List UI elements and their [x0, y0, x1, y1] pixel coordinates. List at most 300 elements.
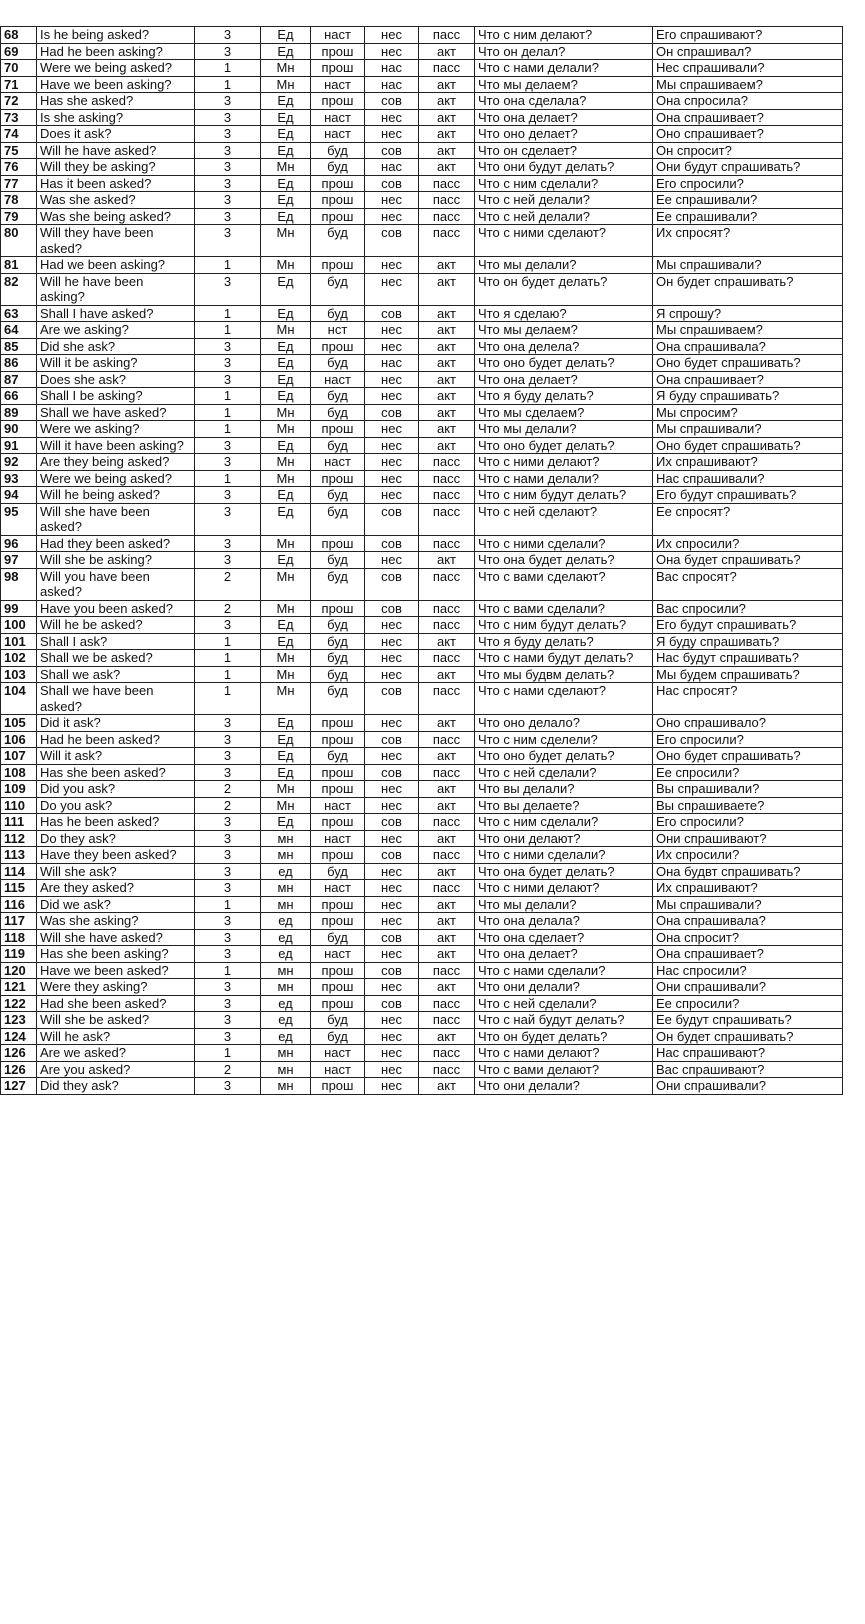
aspect-cell: сов — [365, 683, 419, 715]
table-row — [1, 273, 843, 305]
english-question-cell: Has she been asked? — [37, 764, 195, 781]
tense-cell: прош — [311, 60, 365, 77]
russian-question-cell: Что с нами сделали? — [475, 962, 653, 979]
russian-question-cell: Что оно будет делать? — [475, 355, 653, 372]
russian-question-cell: Что она сделает? — [475, 929, 653, 946]
english-question-cell: Was she asked? — [37, 192, 195, 209]
number-cell: ед — [261, 1028, 311, 1045]
row-number-cell: 80 — [1, 225, 37, 257]
row-number-cell: 77 — [1, 175, 37, 192]
row-number-cell: 64 — [1, 322, 37, 339]
russian-answer-cell: Их спросили? — [653, 535, 843, 552]
tense-cell: прош — [311, 208, 365, 225]
aspect-cell: нес — [365, 126, 419, 143]
aspect-cell: сов — [365, 568, 419, 600]
tense-cell: наст — [311, 1061, 365, 1078]
number-cell: Ед — [261, 503, 311, 535]
aspect-cell: нес — [365, 617, 419, 634]
person-cell: 1 — [195, 388, 261, 405]
aspect-cell: сов — [365, 731, 419, 748]
tense-cell: буд — [311, 683, 365, 715]
row-number-cell: 121 — [1, 979, 37, 996]
aspect-cell: сов — [365, 93, 419, 110]
english-question-cell: Will he be asked? — [37, 617, 195, 634]
russian-question-cell: Что вы делаете? — [475, 797, 653, 814]
aspect-cell: нес — [365, 880, 419, 897]
russian-question-cell: Что с вами делают? — [475, 1061, 653, 1078]
english-question-cell: Shall we be asked? — [37, 650, 195, 667]
english-question-cell: Is he being asked? — [37, 27, 195, 44]
aspect-cell: нес — [365, 666, 419, 683]
table-row — [1, 568, 843, 600]
person-cell: 3 — [195, 27, 261, 44]
english-question-cell: Has he been asked? — [37, 814, 195, 831]
english-question-cell: Were we being asked? — [37, 60, 195, 77]
russian-question-cell: Что я буду делать? — [475, 633, 653, 650]
row-number-cell: 92 — [1, 454, 37, 471]
english-question-cell: Will he have been asking? — [37, 273, 195, 305]
russian-answer-cell: Их спрашивают? — [653, 880, 843, 897]
russian-question-cell: Что с ним делают? — [475, 27, 653, 44]
table-body — [1, 27, 843, 1095]
table-row — [1, 633, 843, 650]
tense-cell: прош — [311, 764, 365, 781]
english-question-cell: Shall we have been asked? — [37, 683, 195, 715]
russian-question-cell: Что он сделает? — [475, 142, 653, 159]
number-cell: Мн — [261, 225, 311, 257]
russian-answer-cell: Нас спрашивали? — [653, 470, 843, 487]
row-number-cell: 123 — [1, 1012, 37, 1029]
russian-answer-cell: Мы спросим? — [653, 404, 843, 421]
voice-cell: акт — [419, 896, 475, 913]
russian-answer-cell: Они спрашивали? — [653, 1078, 843, 1095]
tense-cell: буд — [311, 273, 365, 305]
voice-cell: пасс — [419, 617, 475, 634]
table-row — [1, 159, 843, 176]
person-cell: 1 — [195, 257, 261, 274]
table-row — [1, 27, 843, 44]
person-cell: 3 — [195, 454, 261, 471]
russian-question-cell: Что они делали? — [475, 979, 653, 996]
table-row — [1, 43, 843, 60]
row-number-cell: 95 — [1, 503, 37, 535]
russian-answer-cell: Его спросили? — [653, 175, 843, 192]
aspect-cell: сов — [365, 142, 419, 159]
tense-cell: прош — [311, 600, 365, 617]
english-question-cell: Have we been asked? — [37, 962, 195, 979]
table-row — [1, 863, 843, 880]
aspect-cell: нес — [365, 454, 419, 471]
row-number-cell: 118 — [1, 929, 37, 946]
voice-cell: акт — [419, 76, 475, 93]
russian-answer-cell: Оно спрашивает? — [653, 126, 843, 143]
number-cell: Ед — [261, 27, 311, 44]
tense-cell: наст — [311, 830, 365, 847]
number-cell: Ед — [261, 633, 311, 650]
table-row — [1, 535, 843, 552]
voice-cell: акт — [419, 913, 475, 930]
voice-cell: пасс — [419, 454, 475, 471]
table-row — [1, 487, 843, 504]
tense-cell: прош — [311, 338, 365, 355]
number-cell: Ед — [261, 437, 311, 454]
russian-question-cell: Что она делает? — [475, 109, 653, 126]
person-cell: 1 — [195, 470, 261, 487]
english-question-cell: Have we been asking? — [37, 76, 195, 93]
voice-cell: акт — [419, 257, 475, 274]
tense-cell: буд — [311, 404, 365, 421]
number-cell: Мн — [261, 159, 311, 176]
tense-cell: прош — [311, 962, 365, 979]
tense-cell: буд — [311, 650, 365, 667]
aspect-cell: сов — [365, 305, 419, 322]
russian-answer-cell: Ее спросили? — [653, 995, 843, 1012]
row-number-cell: 107 — [1, 748, 37, 765]
english-question-cell: Shall we ask? — [37, 666, 195, 683]
person-cell: 1 — [195, 76, 261, 93]
english-question-cell: Has it been asked? — [37, 175, 195, 192]
tense-cell: наст — [311, 1045, 365, 1062]
voice-cell: акт — [419, 355, 475, 372]
table-row — [1, 208, 843, 225]
voice-cell: пасс — [419, 1045, 475, 1062]
row-number-cell: 108 — [1, 764, 37, 781]
table-row — [1, 979, 843, 996]
english-question-cell: Is she asking? — [37, 109, 195, 126]
number-cell: Ед — [261, 617, 311, 634]
russian-question-cell: Что с ними сделали? — [475, 847, 653, 864]
tense-cell: буд — [311, 388, 365, 405]
aspect-cell: нес — [365, 896, 419, 913]
english-question-cell: Had he been asking? — [37, 43, 195, 60]
russian-question-cell: Что она делела? — [475, 338, 653, 355]
row-number-cell: 119 — [1, 946, 37, 963]
russian-question-cell: Что вы делали? — [475, 781, 653, 798]
english-question-cell: Does it ask? — [37, 126, 195, 143]
russian-question-cell: Что они будут делать? — [475, 159, 653, 176]
english-question-cell: Are we asked? — [37, 1045, 195, 1062]
voice-cell: акт — [419, 93, 475, 110]
table-row — [1, 257, 843, 274]
table-row — [1, 404, 843, 421]
aspect-cell: нас — [365, 159, 419, 176]
row-number-cell: 98 — [1, 568, 37, 600]
row-number-cell: 120 — [1, 962, 37, 979]
number-cell: ед — [261, 929, 311, 946]
table-row — [1, 896, 843, 913]
english-question-cell: Will she be asking? — [37, 552, 195, 569]
person-cell: 3 — [195, 93, 261, 110]
table-row — [1, 913, 843, 930]
voice-cell: акт — [419, 1078, 475, 1095]
aspect-cell: сов — [365, 503, 419, 535]
russian-question-cell: Что оно будет делать? — [475, 748, 653, 765]
number-cell: ед — [261, 913, 311, 930]
tense-cell: наст — [311, 27, 365, 44]
row-number-cell: 69 — [1, 43, 37, 60]
english-question-cell: Does she ask? — [37, 371, 195, 388]
number-cell: Мн — [261, 535, 311, 552]
table-row — [1, 322, 843, 339]
number-cell: Мн — [261, 421, 311, 438]
person-cell: 1 — [195, 633, 261, 650]
russian-question-cell: Что с ним будут делать? — [475, 617, 653, 634]
row-number-cell: 75 — [1, 142, 37, 159]
voice-cell: пасс — [419, 650, 475, 667]
voice-cell: пасс — [419, 814, 475, 831]
russian-question-cell: Что с нами будут делать? — [475, 650, 653, 667]
russian-answer-cell: Ее спросят? — [653, 503, 843, 535]
voice-cell: акт — [419, 715, 475, 732]
number-cell: Ед — [261, 273, 311, 305]
tense-cell: прош — [311, 257, 365, 274]
aspect-cell: сов — [365, 929, 419, 946]
number-cell: Мн — [261, 454, 311, 471]
aspect-cell: сов — [365, 600, 419, 617]
english-question-cell: Are they asked? — [37, 880, 195, 897]
row-number-cell: 101 — [1, 633, 37, 650]
person-cell: 3 — [195, 192, 261, 209]
aspect-cell: сов — [365, 962, 419, 979]
table-row — [1, 995, 843, 1012]
tense-cell: буд — [311, 437, 365, 454]
russian-question-cell: Что с най будут делать? — [475, 1012, 653, 1029]
tense-cell: прош — [311, 1078, 365, 1095]
table-row — [1, 76, 843, 93]
table-row — [1, 1012, 843, 1029]
english-question-cell: Will you have been asked? — [37, 568, 195, 600]
table-row — [1, 929, 843, 946]
person-cell: 3 — [195, 1078, 261, 1095]
person-cell: 3 — [195, 126, 261, 143]
number-cell: ед — [261, 995, 311, 1012]
person-cell: 1 — [195, 962, 261, 979]
number-cell: Мн — [261, 797, 311, 814]
row-number-cell: 68 — [1, 27, 37, 44]
table-row — [1, 962, 843, 979]
voice-cell: акт — [419, 633, 475, 650]
row-number-cell: 70 — [1, 60, 37, 77]
aspect-cell: нес — [365, 1045, 419, 1062]
voice-cell: пасс — [419, 27, 475, 44]
table-row — [1, 1028, 843, 1045]
english-question-cell: Did you ask? — [37, 781, 195, 798]
number-cell: Мн — [261, 683, 311, 715]
russian-question-cell: Что мы делали? — [475, 421, 653, 438]
voice-cell: акт — [419, 748, 475, 765]
russian-question-cell: Что они делают? — [475, 830, 653, 847]
row-number-cell: 99 — [1, 600, 37, 617]
russian-question-cell: Что он будет делать? — [475, 273, 653, 305]
english-question-cell: Were they asking? — [37, 979, 195, 996]
russian-answer-cell: Его спросили? — [653, 814, 843, 831]
tense-cell: прош — [311, 175, 365, 192]
table-row — [1, 830, 843, 847]
row-number-cell: 79 — [1, 208, 37, 225]
russian-answer-cell: Я буду спрашивать? — [653, 633, 843, 650]
aspect-cell: нес — [365, 830, 419, 847]
table-row — [1, 126, 843, 143]
tense-cell: буд — [311, 568, 365, 600]
row-number-cell: 113 — [1, 847, 37, 864]
tense-cell: прош — [311, 731, 365, 748]
english-question-cell: Will it be asking? — [37, 355, 195, 372]
english-question-cell: Will she be asked? — [37, 1012, 195, 1029]
aspect-cell: нес — [365, 1012, 419, 1029]
table-row — [1, 503, 843, 535]
russian-question-cell: Что с ним сделали? — [475, 814, 653, 831]
tense-cell: наст — [311, 126, 365, 143]
verb-forms-table — [0, 26, 843, 1095]
voice-cell: пасс — [419, 175, 475, 192]
english-question-cell: Did it ask? — [37, 715, 195, 732]
table-row — [1, 225, 843, 257]
tense-cell: буд — [311, 617, 365, 634]
number-cell: Мн — [261, 568, 311, 600]
russian-answer-cell: Оно будет спрашивать? — [653, 748, 843, 765]
person-cell: 2 — [195, 600, 261, 617]
russian-answer-cell: Она спрашивает? — [653, 946, 843, 963]
russian-question-cell: Что мы делаем? — [475, 322, 653, 339]
russian-question-cell: Что с вами сделают? — [475, 568, 653, 600]
row-number-cell: 105 — [1, 715, 37, 732]
person-cell: 2 — [195, 797, 261, 814]
number-cell: ед — [261, 1012, 311, 1029]
voice-cell: акт — [419, 109, 475, 126]
russian-question-cell: Что с вами сделали? — [475, 600, 653, 617]
number-cell: Ед — [261, 814, 311, 831]
aspect-cell: сов — [365, 225, 419, 257]
russian-answer-cell: Их спросят? — [653, 225, 843, 257]
tense-cell: прош — [311, 781, 365, 798]
tense-cell: буд — [311, 487, 365, 504]
english-question-cell: Will he ask? — [37, 1028, 195, 1045]
voice-cell: акт — [419, 338, 475, 355]
voice-cell: акт — [419, 404, 475, 421]
person-cell: 1 — [195, 650, 261, 667]
table-row — [1, 388, 843, 405]
person-cell: 3 — [195, 552, 261, 569]
table-row — [1, 600, 843, 617]
russian-answer-cell: Они спрашивали? — [653, 979, 843, 996]
voice-cell: пасс — [419, 1012, 475, 1029]
number-cell: Ед — [261, 731, 311, 748]
person-cell: 1 — [195, 305, 261, 322]
person-cell: 1 — [195, 421, 261, 438]
row-number-cell: 89 — [1, 404, 37, 421]
person-cell: 3 — [195, 159, 261, 176]
voice-cell: пасс — [419, 503, 475, 535]
aspect-cell: нес — [365, 781, 419, 798]
voice-cell: акт — [419, 142, 475, 159]
russian-answer-cell: Мы спрашивали? — [653, 421, 843, 438]
russian-question-cell: Что она будет делать? — [475, 552, 653, 569]
russian-question-cell: Что с ним будут делать? — [475, 487, 653, 504]
number-cell: Мн — [261, 404, 311, 421]
voice-cell: пасс — [419, 880, 475, 897]
person-cell: 3 — [195, 830, 261, 847]
tense-cell: прош — [311, 979, 365, 996]
english-question-cell: Did we ask? — [37, 896, 195, 913]
tense-cell: прош — [311, 192, 365, 209]
russian-question-cell: Что она делает? — [475, 946, 653, 963]
number-cell: Ед — [261, 93, 311, 110]
russian-answer-cell: Вы спрашивали? — [653, 781, 843, 798]
aspect-cell: нес — [365, 371, 419, 388]
voice-cell: акт — [419, 863, 475, 880]
voice-cell: акт — [419, 1028, 475, 1045]
table-row — [1, 421, 843, 438]
russian-answer-cell: Их спрашивают? — [653, 454, 843, 471]
aspect-cell: нас — [365, 76, 419, 93]
english-question-cell: Was she asking? — [37, 913, 195, 930]
aspect-cell: нес — [365, 338, 419, 355]
russian-question-cell: Что оно делало? — [475, 715, 653, 732]
tense-cell: прош — [311, 470, 365, 487]
person-cell: 2 — [195, 781, 261, 798]
russian-question-cell: Что оно делает? — [475, 126, 653, 143]
russian-question-cell: Что они делали? — [475, 1078, 653, 1095]
aspect-cell: сов — [365, 814, 419, 831]
table-row — [1, 683, 843, 715]
table-row — [1, 814, 843, 831]
voice-cell: акт — [419, 388, 475, 405]
russian-question-cell: Что я буду делать? — [475, 388, 653, 405]
tense-cell: прош — [311, 913, 365, 930]
number-cell: мн — [261, 880, 311, 897]
row-number-cell: 85 — [1, 338, 37, 355]
english-question-cell: Will it ask? — [37, 748, 195, 765]
russian-question-cell: Что с ними делают? — [475, 880, 653, 897]
table-row — [1, 355, 843, 372]
aspect-cell: нес — [365, 273, 419, 305]
russian-answer-cell: Ее спрашивали? — [653, 208, 843, 225]
aspect-cell: нас — [365, 60, 419, 77]
voice-cell: акт — [419, 946, 475, 963]
english-question-cell: Will they have been asked? — [37, 225, 195, 257]
russian-question-cell: Что мы делаем? — [475, 76, 653, 93]
number-cell: мн — [261, 1045, 311, 1062]
russian-answer-cell: Они будут спрашивать? — [653, 159, 843, 176]
voice-cell: акт — [419, 929, 475, 946]
number-cell: Ед — [261, 371, 311, 388]
number-cell: Ед — [261, 305, 311, 322]
russian-answer-cell: Он спрашивал? — [653, 43, 843, 60]
russian-answer-cell: Его спросили? — [653, 731, 843, 748]
table-row — [1, 60, 843, 77]
person-cell: 3 — [195, 847, 261, 864]
person-cell: 3 — [195, 1028, 261, 1045]
aspect-cell: нес — [365, 863, 419, 880]
tense-cell: буд — [311, 225, 365, 257]
person-cell: 3 — [195, 43, 261, 60]
person-cell: 3 — [195, 715, 261, 732]
person-cell: 3 — [195, 503, 261, 535]
english-question-cell: Has she asked? — [37, 93, 195, 110]
row-number-cell: 122 — [1, 995, 37, 1012]
number-cell: Ед — [261, 748, 311, 765]
aspect-cell: нес — [365, 27, 419, 44]
voice-cell: пасс — [419, 1061, 475, 1078]
russian-answer-cell: Нес спрашивали? — [653, 60, 843, 77]
number-cell: мн — [261, 830, 311, 847]
aspect-cell: нес — [365, 1061, 419, 1078]
russian-question-cell: Что с ней делали? — [475, 192, 653, 209]
russian-answer-cell: Вас спросят? — [653, 568, 843, 600]
tense-cell: буд — [311, 929, 365, 946]
russian-answer-cell: Вы спрашиваете? — [653, 797, 843, 814]
russian-answer-cell: Она будвт спрашивать? — [653, 863, 843, 880]
